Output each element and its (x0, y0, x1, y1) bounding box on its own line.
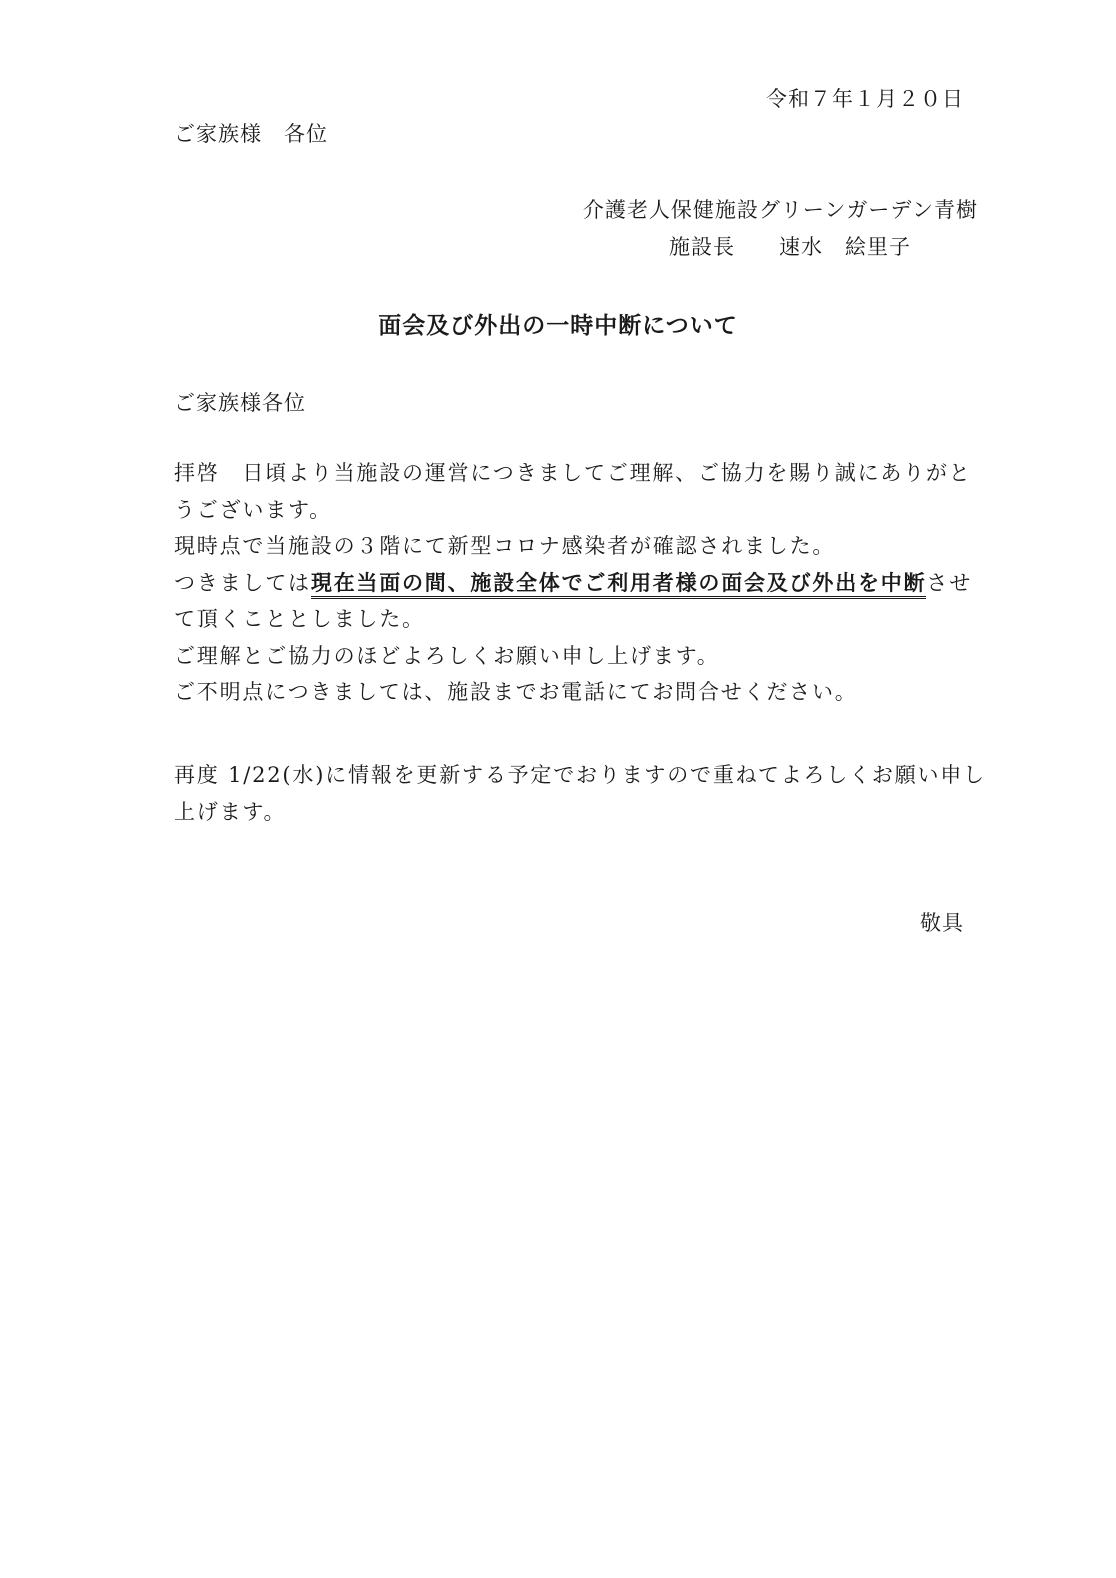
emphasis-suffix: させ (926, 570, 973, 595)
closing-remark: 敬具 (920, 911, 964, 935)
body-line: うございます。 (174, 497, 332, 522)
salutation: ご家族様各位 (174, 391, 306, 415)
body-line-emphasis (174, 565, 974, 602)
emphasis-prefix: つきましては (174, 570, 311, 595)
update-notice (174, 757, 986, 830)
body-line: 拝啓 日頃より当施設の運営につきましてご理解、ご協力を賜り誠にありがと (174, 461, 972, 485)
body-line: 上げます。 (174, 799, 287, 824)
body-line: ご理解とご協力のほどよろしくお願い申し上げます。 (174, 643, 720, 668)
document-title: 面会及び外出の一時中断について (378, 312, 738, 339)
recipient-line: ご家族様 各位 (174, 122, 328, 146)
body-line: 現時点で当施設の３階にて新型コロナ感染者が確認されました。 (174, 534, 836, 558)
body-line: て頂くこととしました。 (174, 607, 425, 631)
letter-date: 令和７年１月２０日 (766, 87, 964, 111)
emphasized-notice: 現在当面の間、施設全体でご利用者様の面会及び外出を中断 (311, 570, 927, 599)
letter-body (174, 455, 974, 711)
director-name: 施設長 速水 絵里子 (669, 235, 911, 259)
body-line: 再度 1/22(水)に情報を更新する予定でおりますので重ねてよろしくお願い申し (174, 763, 986, 787)
body-line: ご不明点につきましては、施設までお電話にてお問合せください。 (174, 680, 858, 704)
facility-name: 介護老人保健施設グリーンガーデン青樹 (582, 198, 978, 222)
